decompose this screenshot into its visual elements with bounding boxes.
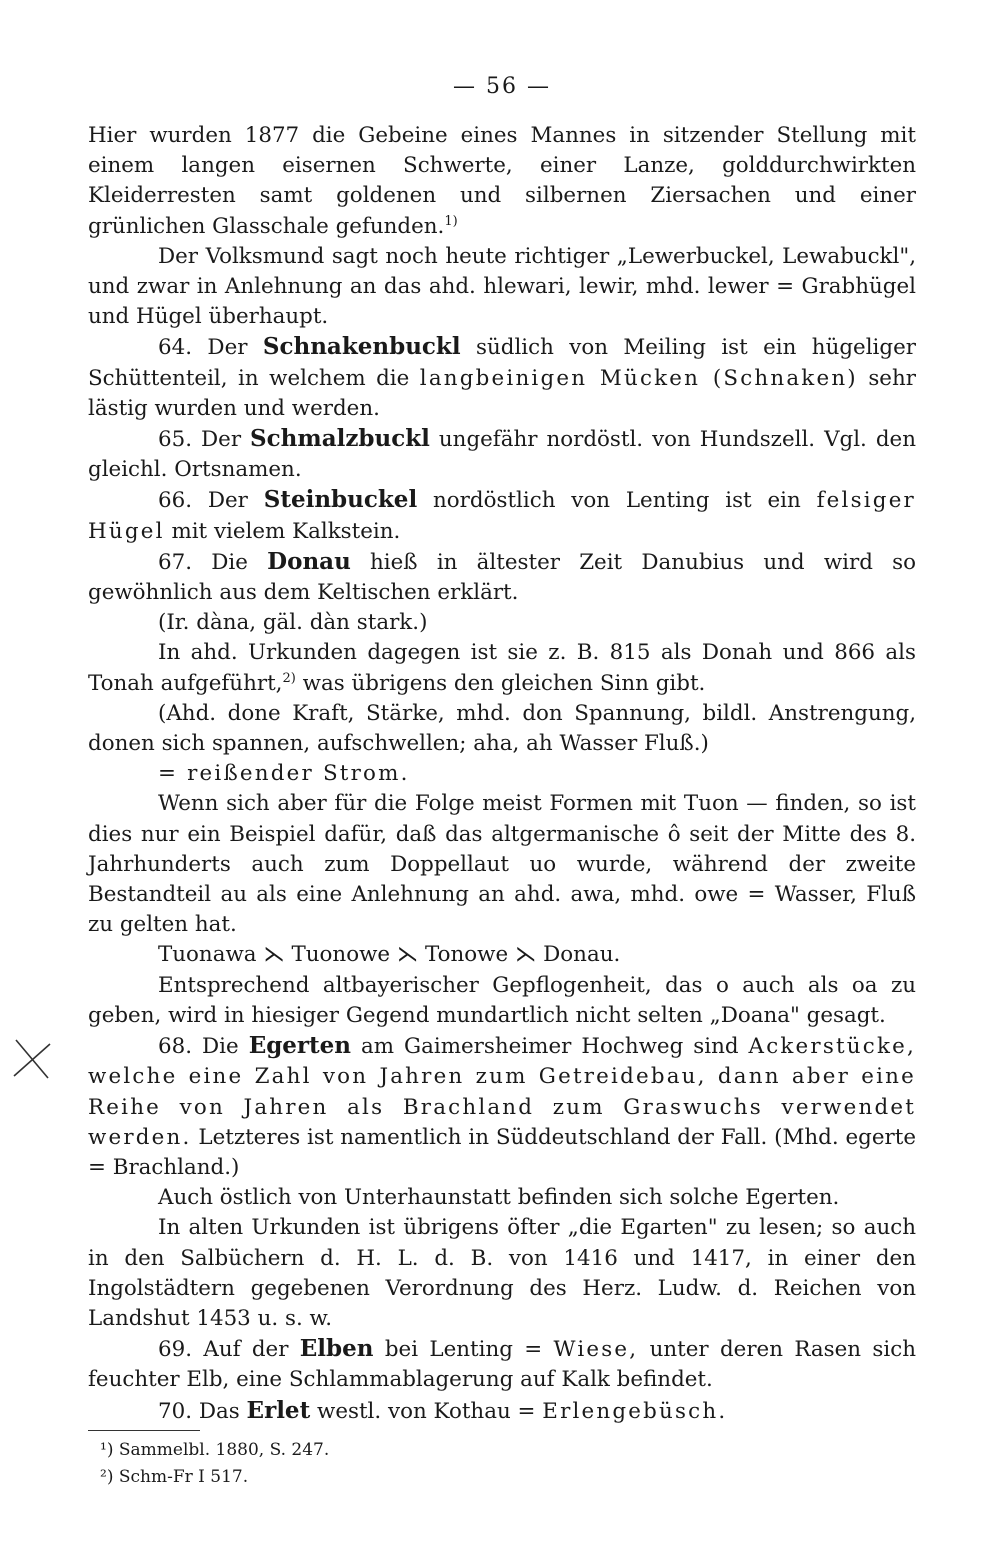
volksmund-paragraph: Der Volksmund sagt noch heute richtiger „Lewerbuckel, Lewabuckl", und zwar in Anlehnung an das ahd. hlewari, lewir, mhd. lewer = Grabhügel und Hügel überhaupt. — [88, 243, 916, 330]
entry-text: ungefähr nordöstl. von Hundszell. Vgl. den gleichl. Ortsnamen. — [88, 427, 916, 483]
entry-text: am Gaimersheimer Hochweg sind — [361, 1034, 739, 1060]
entry-67-line: Tuonawa ⋋ Tuonowe ⋋ Tonowe ⋋ Donau. — [158, 942, 621, 968]
body-text — [88, 121, 916, 1427]
entry-number: 66. — [158, 488, 193, 514]
footnote-mark: ¹) — [100, 1440, 114, 1460]
footnote-ref-2: 2) — [282, 670, 296, 686]
footnote-text: Sammelbl. 1880, S. 247. — [118, 1440, 330, 1460]
entry-number: 67. — [158, 549, 193, 575]
entry-headword: Schnakenbuckl — [262, 333, 461, 361]
entry-68 — [88, 1031, 916, 1183]
entry-67-line: Entsprechend altbayerischer Gepflogenheit, das o auch als oa zu geben, wird in hiesiger Gegend mundartlich nicht selten „Doana" gesagt. — [88, 972, 916, 1028]
entry-text: Letzteres ist namentlich in Süddeutschland der Fall. (Mhd. egerte = Brachland.) — [88, 1124, 916, 1180]
page-number: — 56 — — [453, 74, 551, 99]
entry-67-line: (Ahd. done Kraft, Stärke, mhd. don Spannung, bildl. Anstrengung, donen sich spannen, aufschwellen; aha, ah Wasser Fluß.) — [88, 700, 916, 757]
entry-67-line: = reißender Strom. — [158, 761, 410, 787]
entry-text: westl. von Kothau = — [317, 1398, 536, 1424]
entry-headword: Erlet — [246, 1396, 311, 1424]
entry-text: bei Lenting = — [384, 1337, 543, 1363]
entry-article: Der — [207, 335, 248, 361]
intro-paragraph — [88, 121, 916, 242]
footnote-text: Schm-Fr I 517. — [118, 1467, 249, 1487]
entry-number: 64. — [158, 335, 193, 361]
entry-69 — [88, 1334, 916, 1395]
entry-spaced-text: Ackerstücke, welche eine Zahl von Jahren zum Getreidebau, dann aber eine Reihe von Jahren als Brachland zum Graswuchs verwendet werden. — [88, 1034, 916, 1150]
entry-number: 65. — [158, 427, 193, 453]
entry-66 — [88, 485, 916, 546]
footnote-mark: ²) — [100, 1467, 114, 1487]
entry-headword: Steinbuckel — [263, 486, 418, 514]
footnote-2 — [100, 1464, 916, 1491]
entry-article: Auf der — [203, 1337, 289, 1363]
entry-68-line: In alten Urkunden ist übrigens öfter „die Egarten" zu lesen; so auch in den Salbüchern d. H. L. d. B. von 1416 und 1417, in einer den Ingolstädtern gegebenen Verordnung des Herz. Ludw. d. Reichen von Landshut 1453 u. s. w. — [88, 1215, 916, 1331]
entry-text: hieß in ältester Zeit Danubius und wird so gewöhnlich aus dem Keltischen erklärt. — [88, 549, 916, 606]
entry-number: 70. — [158, 1398, 193, 1424]
entry-article: Das — [198, 1398, 240, 1424]
entry-spaced-text: Wiese, — [553, 1337, 639, 1363]
entry-text: nordöstlich von Lenting ist ein — [433, 488, 801, 514]
footnote-ref-1: 1) — [444, 213, 458, 229]
entry-headword: Egerten — [248, 1032, 352, 1060]
entry-spaced-text: Erlengebüsch. — [542, 1398, 728, 1424]
entry-number: 69. — [158, 1337, 193, 1363]
footnote-1 — [100, 1437, 916, 1464]
entry-article: Der — [207, 488, 248, 514]
entry-67-line: Wenn sich aber für die Folge meist Formen mit Tuon — finden, so ist dies nur ein Beispiel dafür, daß das altgermanische ô seit der Mitte des 8. Jahrhunderts auch zum Doppellaut uo wurde, während der zweite Bestandteil au als eine Anlehnung an ahd. awa, mhd. owe = Wasser, Fluß zu gelten hat. — [88, 791, 916, 938]
entry-number: 68. — [158, 1034, 193, 1060]
entry-spaced-text: langbeinigen Mücken (Schnaken) — [419, 365, 858, 391]
entry-headword: Donau — [267, 547, 351, 575]
entry-64 — [88, 332, 916, 424]
entry-67 — [88, 547, 916, 608]
entry-text: südlich von Meiling ist ein hügeliger Schüttenteil, in welchem die — [88, 335, 916, 391]
page — [88, 74, 916, 1427]
entry-68-line: Auch östlich von Unterhaunstatt befinden sich solche Egerten. — [158, 1185, 840, 1211]
entry-article: Die — [202, 1034, 239, 1060]
entry-text: unter deren Rasen sich feuchter Elb, eine Schlammablagerung auf Kalk befindet. — [88, 1337, 916, 1393]
entry-article: Die — [211, 549, 248, 575]
footnotes — [88, 1430, 916, 1491]
intro-text: Hier wurden 1877 die Gebeine eines Mannes in sitzender Stellung mit einem langen eisernen Schwerte, einer Lanze, golddurchwirkten Kleiderresten samt goldenen und silbernen Ziersachen und einer grünlichen Glasschale gefunden. — [88, 123, 916, 239]
footnote-rule — [88, 1430, 200, 1431]
entry-spaced-text: felsiger Hügel — [88, 488, 916, 544]
entry-headword: Elben — [299, 1335, 374, 1363]
entry-67-line: (Ir. dàna, gäl. dàn stark.) — [158, 610, 428, 636]
entry-70 — [88, 1396, 916, 1427]
entry-67-line — [88, 638, 916, 698]
entry-65 — [88, 424, 916, 485]
entry-text: sehr lästig wurden und werden. — [88, 365, 916, 421]
entry-article: Der — [201, 427, 242, 453]
entry-headword: Schmalzbuckl — [250, 425, 430, 453]
entry-text: was übrigens den gleichen Sinn gibt. — [302, 670, 706, 696]
margin-cross-mark — [10, 1036, 54, 1082]
entry-text: In ahd. Urkunden dagegen ist sie z. B. 815 als Donah und 866 als Tonah aufgeführt, — [88, 640, 916, 696]
entry-text: mit vielem Kalkstein. — [171, 518, 401, 544]
